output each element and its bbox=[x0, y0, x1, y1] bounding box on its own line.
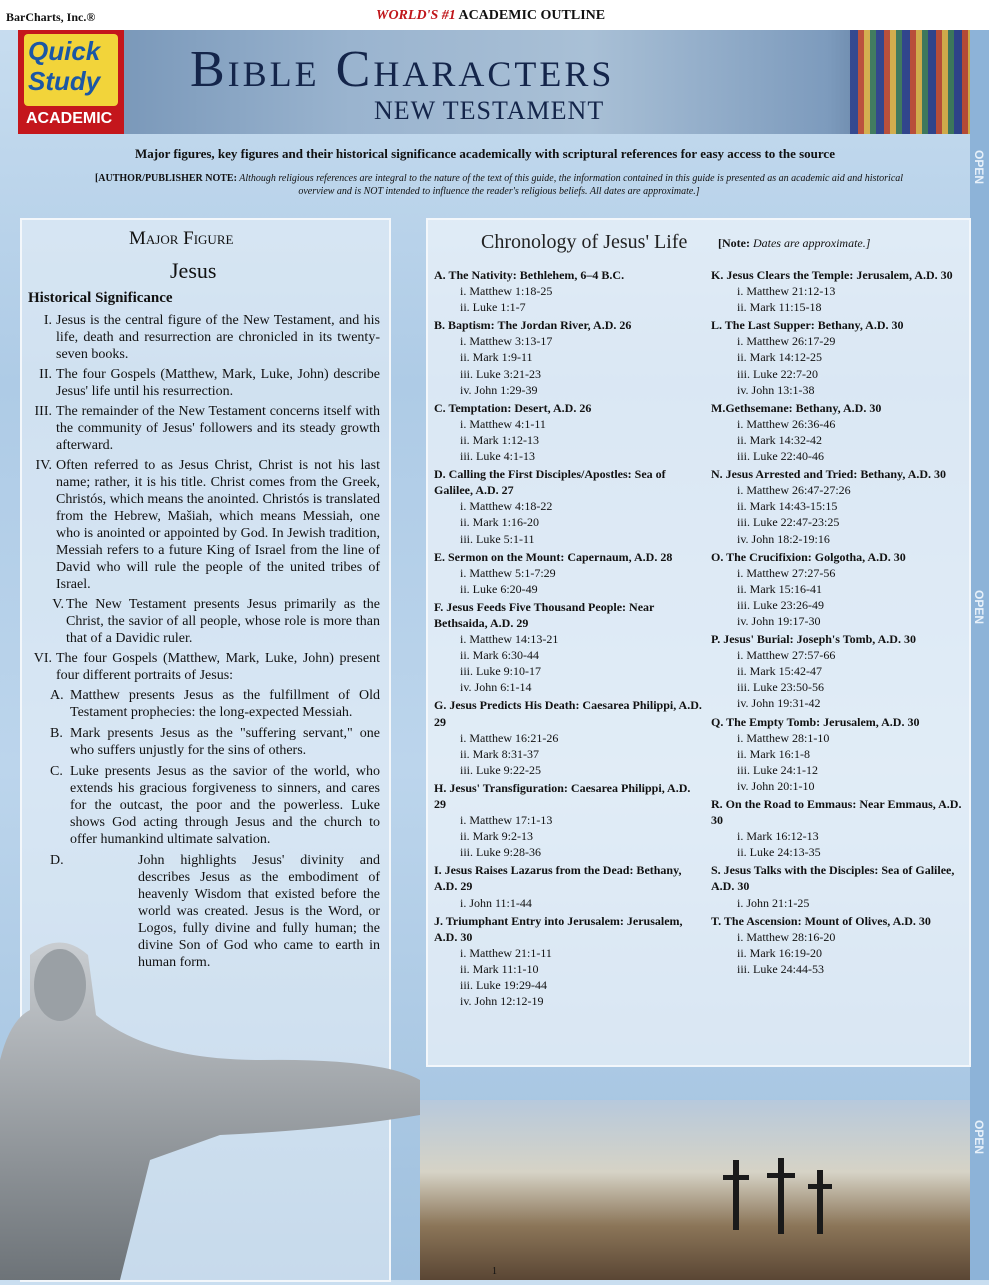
chronology-title: Chronology of Jesus' Life bbox=[481, 231, 688, 253]
scripture-reference: iii. Luke 23:26-49 bbox=[737, 597, 824, 612]
scripture-reference: iv. John 12:12-19 bbox=[460, 994, 544, 1009]
scripture-reference: ii. Mark 1:9-11 bbox=[460, 350, 533, 365]
scripture-reference: ii. Mark 1:12-13 bbox=[460, 432, 539, 447]
scripture-reference: iii. Luke 24:44-53 bbox=[737, 961, 824, 976]
chronology-note: [Note: Dates are approximate.] bbox=[718, 236, 871, 250]
scripture-reference: iv. John 18:2-19:16 bbox=[737, 531, 830, 546]
scripture-reference: iii. Luke 22:47-23:25 bbox=[737, 515, 840, 530]
scripture-reference: ii. Luke 1:1-7 bbox=[460, 300, 526, 315]
portrait-item: B. Mark presents Jesus as the "suffering servant," one who suffers unjustly for the sins of others. bbox=[50, 726, 380, 758]
logo-line2: Study bbox=[28, 66, 101, 96]
chronology-event: J. Triumphant Entry into Jerusalem: Jerusalem, A.D. 30 bbox=[434, 913, 683, 944]
chronology-event: E. Sermon on the Mount: Capernaum, A.D. 28 bbox=[434, 549, 673, 564]
scripture-reference: iii. Luke 9:10-17 bbox=[460, 664, 541, 679]
scripture-reference: iii. Luke 9:28-36 bbox=[460, 845, 541, 860]
scripture-reference: i. Matthew 17:1-13 bbox=[460, 813, 553, 828]
historical-significance-list bbox=[28, 312, 380, 975]
scripture-reference: i. Matthew 28:1-10 bbox=[737, 730, 830, 745]
chronology-event: O. The Crucifixion: Golgotha, A.D. 30 bbox=[711, 549, 906, 564]
scripture-reference: iii. Luke 23:50-56 bbox=[737, 680, 824, 695]
scripture-reference: iii. Luke 19:29-44 bbox=[460, 978, 547, 993]
list-item: III. The remainder of the New Testament concerns itself with the community of Jesus' followers and its steady growth afterward. bbox=[34, 404, 380, 453]
portrait-item: D. John highlights Jesus' divinity and describes Jesus as the embodiment of heavenly Wisdom that existed before the world was created. Jesus is the Word, or Logos, fully divine and fully human; the divine Son of God who came to earth in human form. bbox=[50, 853, 380, 970]
scripture-reference: ii. Mark 15:16-41 bbox=[737, 581, 822, 596]
portrait-item: C. Luke presents Jesus as the savior of the world, who extends his gracious forgiveness to sinners, and cares for the outcast, the poor and the powerless. Luke shows God acting through Jesus and the church to offer humankind ultimate salvation. bbox=[50, 764, 380, 847]
list-item: IV. Often referred to as Jesus Christ, Christ is not his last name; rather, it is his title. Christ comes from the Greek, Christós, which means the anointed. Christós is translated from the Hebrew, Mašiah, which means Messiah, one who is anointed or appointed by God. In Jewish tradition, Messiah refers to a future King of Israel from the line of David who will rule the people of the united tribes of Israel. bbox=[35, 458, 380, 592]
list-item: II. The four Gospels (Matthew, Mark, Luke, John) describe Jesus' life until his resurrection. bbox=[39, 367, 380, 399]
open-tab-strip bbox=[970, 30, 989, 1280]
scripture-reference: i. Matthew 26:36-46 bbox=[737, 416, 836, 431]
list-item: VI. The four Gospels (Matthew, Mark, Luke, John) present four different portraits of Jesus: bbox=[33, 651, 380, 683]
scripture-reference: iv. John 20:1-10 bbox=[737, 778, 815, 793]
scripture-reference: iii. Luke 4:1-13 bbox=[460, 449, 535, 464]
scripture-reference: i. Matthew 27:27-56 bbox=[737, 565, 836, 580]
scripture-reference: i. Matthew 4:1-11 bbox=[460, 416, 546, 431]
scripture-reference: i. Matthew 28:16-20 bbox=[737, 929, 836, 944]
chronology-column-1 bbox=[434, 265, 704, 1009]
tagline-rest: ACADEMIC OUTLINE bbox=[455, 8, 606, 23]
scripture-reference: iv. John 6:1-14 bbox=[460, 680, 532, 695]
chronology-event: S. Jesus Talks with the Disciples: Sea of Galilee, A.D. 30 bbox=[711, 863, 955, 894]
quickstudy-logo bbox=[18, 30, 124, 134]
scripture-reference: i. Matthew 5:1-7:29 bbox=[460, 565, 556, 580]
scripture-reference: ii. Mark 11:15-18 bbox=[737, 300, 822, 315]
scripture-reference: i. Matthew 1:18-25 bbox=[460, 284, 553, 299]
christ-statue-image bbox=[0, 930, 420, 1280]
scripture-reference: ii. Mark 14:43-15:15 bbox=[737, 499, 838, 514]
scripture-reference: ii. Luke 6:20-49 bbox=[460, 581, 538, 596]
scripture-reference: ii. Mark 16:1-8 bbox=[737, 746, 810, 761]
scripture-reference: ii. Mark 1:16-20 bbox=[460, 515, 539, 530]
list-item: I. Jesus is the central figure of the New Testament, and his life, death and resurrection are chronicled in its twenty-seven books. bbox=[43, 313, 380, 362]
chronology-event: A. The Nativity: Bethlehem, 6–4 B.C. bbox=[434, 268, 625, 282]
scripture-reference: iii. Luke 22:40-46 bbox=[737, 449, 824, 464]
chronology-event: H. Jesus' Transfiguration: Caesarea Philippi, A.D. 29 bbox=[434, 780, 691, 811]
scripture-reference: i. Matthew 3:13-17 bbox=[460, 334, 553, 349]
logo-line1: Quick bbox=[28, 36, 101, 66]
chronology-event: F. Jesus Feeds Five Thousand People: Near Bethsaida, A.D. 29 bbox=[434, 599, 655, 630]
tagline-emphasis: WORLD'S #1 bbox=[376, 8, 456, 23]
scripture-reference: iv. John 1:29-39 bbox=[460, 382, 538, 397]
scripture-reference: iv. John 19:17-30 bbox=[737, 613, 821, 628]
publisher-name: BarCharts, Inc.® bbox=[6, 10, 96, 24]
page-title: Bible Characters bbox=[190, 41, 615, 98]
chronology-event: B. Baptism: The Jordan River, A.D. 26 bbox=[434, 318, 632, 333]
scripture-reference: ii. Mark 15:42-47 bbox=[737, 664, 822, 679]
three-crosses-icon bbox=[420, 1100, 970, 1280]
scripture-reference: i. Matthew 26:17-29 bbox=[737, 334, 836, 349]
scripture-reference: iii. Luke 5:1-11 bbox=[460, 531, 535, 546]
scripture-reference: iv. John 13:1-38 bbox=[737, 382, 815, 397]
scripture-reference: ii. Mark 8:31-37 bbox=[460, 746, 539, 761]
chronology-event: L. The Last Supper: Bethany, A.D. 30 bbox=[711, 318, 904, 333]
scripture-reference: i. Matthew 14:13-21 bbox=[460, 632, 559, 647]
scripture-reference: i. Matthew 26:47-27:26 bbox=[737, 483, 851, 498]
intro-text: Major figures, key figures and their historical significance academically with scriptural references for easy access to the source bbox=[135, 146, 835, 161]
page-number: 1 bbox=[492, 1266, 497, 1277]
open-label: OPEN bbox=[972, 1120, 986, 1155]
chronology-event: N. Jesus Arrested and Tried: Bethany, A.D. 30 bbox=[711, 467, 947, 482]
scripture-reference: i. Matthew 4:18-22 bbox=[460, 499, 553, 514]
note-label: [AUTHOR/PUBLISHER NOTE: bbox=[94, 173, 237, 184]
chronology-event: T. The Ascension: Mount of Olives, A.D. 30 bbox=[711, 913, 931, 928]
scripture-reference: i. Matthew 16:21-26 bbox=[460, 730, 559, 745]
scripture-reference: i. Matthew 21:12-13 bbox=[737, 284, 836, 299]
figure-name: Jesus bbox=[170, 258, 217, 283]
crosses-hill-image bbox=[420, 1100, 970, 1280]
chronology-event: D. Calling the First Disciples/Apostles: Sea of Galilee, A.D. 27 bbox=[434, 467, 666, 498]
chronology-event: C. Temptation: Desert, A.D. 26 bbox=[434, 400, 592, 415]
scripture-reference: i. Matthew 27:57-66 bbox=[737, 648, 836, 663]
major-figure-heading: Major Figure bbox=[129, 228, 234, 249]
chronology-column-2 bbox=[711, 265, 963, 977]
scripture-reference: ii. Mark 11:1-10 bbox=[460, 961, 539, 976]
page-subtitle: NEW TESTAMENT bbox=[374, 96, 605, 125]
scripture-reference: iii. Luke 24:1-12 bbox=[737, 762, 818, 777]
note-text: Although religious references are integral to the nature of the text of this guide, the information contained in this guide is presented as an academic aid and historical overview and is NOT intended to influence the reader's religious beliefs. All dates are approximate.] bbox=[236, 173, 904, 197]
scripture-reference: i. Matthew 21:1-11 bbox=[460, 945, 552, 960]
scripture-reference: iii. Luke 22:7-20 bbox=[737, 366, 818, 381]
portrait-item: A. Matthew presents Jesus as the fulfillment of Old Testament prophecies: the long-expected Messiah. bbox=[50, 688, 380, 720]
chronology-event: M.Gethsemane: Bethany, A.D. 30 bbox=[711, 400, 882, 415]
open-label: OPEN bbox=[972, 590, 986, 625]
open-label: OPEN bbox=[972, 150, 986, 185]
scripture-reference: ii. Mark 14:32-42 bbox=[737, 432, 822, 447]
chronology-event: K. Jesus Clears the Temple: Jerusalem, A.D. 30 bbox=[711, 268, 953, 282]
scripture-reference: iii. Luke 3:21-23 bbox=[460, 366, 541, 381]
list-item: V. The New Testament presents Jesus primarily as the Christ, the savior of all people, whose role is more than that of a Davidic ruler. bbox=[52, 597, 380, 646]
scripture-reference: ii. Luke 24:13-35 bbox=[737, 845, 821, 860]
chronology-event: R. On the Road to Emmaus: Near Emmaus, A.D. 30 bbox=[711, 797, 962, 828]
scripture-reference: i. Mark 16:12-13 bbox=[737, 829, 819, 844]
stained-glass-image bbox=[850, 30, 970, 134]
chronology-event: G. Jesus Predicts His Death: Caesarea Philippi, A.D. 29 bbox=[434, 698, 702, 729]
scripture-reference: ii. Mark 16:19-20 bbox=[737, 945, 822, 960]
chronology-event: I. Jesus Raises Lazarus from the Dead: Bethany, A.D. 29 bbox=[434, 863, 682, 894]
scripture-reference: ii. Mark 9:2-13 bbox=[460, 829, 533, 844]
chronology-event: P. Jesus' Burial: Joseph's Tomb, A.D. 30 bbox=[711, 632, 916, 647]
tagline bbox=[376, 8, 605, 24]
scripture-reference: ii. Mark 14:12-25 bbox=[737, 350, 822, 365]
scripture-reference: i. John 11:1-44 bbox=[460, 895, 532, 910]
logo-line3: ACADEMIC bbox=[26, 110, 113, 127]
scripture-reference: i. John 21:1-25 bbox=[737, 895, 810, 910]
scripture-reference: ii. Mark 6:30-44 bbox=[460, 648, 539, 663]
section-heading: Historical Significance bbox=[28, 290, 173, 306]
publisher-note bbox=[84, 172, 914, 198]
scripture-reference: iii. Luke 9:22-25 bbox=[460, 762, 541, 777]
chronology-event: Q. The Empty Tomb: Jerusalem, A.D. 30 bbox=[711, 714, 920, 729]
scripture-reference: iv. John 19:31-42 bbox=[737, 696, 821, 711]
